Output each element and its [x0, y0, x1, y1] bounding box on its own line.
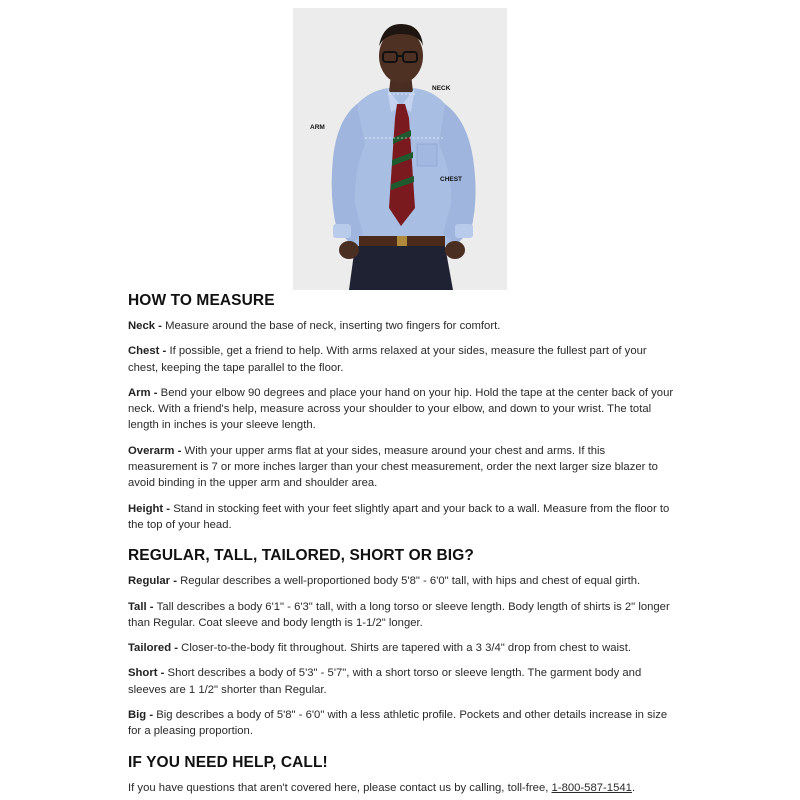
measure-item-overarm: Overarm - With your upper arms flat at your sides, measure around your chest and arms. If this measurement is 7 or more inches larger than your chest measurement, order the next larger size blazer to avoid binding in the upper arm and shoulder area.	[128, 444, 658, 490]
chest-label: CHEST	[440, 176, 463, 183]
man-in-blue-dress-shirt-photo	[293, 8, 507, 290]
fits-heading: REGULAR, TALL, TAILORED, SHORT OR BIG?	[128, 547, 474, 565]
measure-item-neck: Neck - Measure around the base of neck, inserting two fingers for comfort.	[128, 320, 501, 332]
help-heading: IF YOU NEED HELP, CALL!	[128, 753, 328, 771]
fit-item-tailored: Tailored - Closer-to-the-body fit throughout. Shirts are tapered with a 3 3/4" drop from chest to waist.	[128, 642, 631, 655]
measure-item-arm: Arm - Bend your elbow 90 degrees and place your hand on your hip. Hold the tape at the center back of your neck. With a friend's help, measure across your shoulder to your elbow, and down to your wrist. The total length in inches is your sleeve length.	[128, 386, 674, 432]
fit-item-tall: Tall - Tall describes a body 6'1" - 6'3" tall, with a long torso or sleeve length. Body length of shirts is 2" longer than Regular. Coat sleeve and body length is 1-1/2" longer.	[128, 600, 670, 629]
neck-label: NECK	[432, 85, 451, 92]
how-to-measure-section	[128, 318, 676, 533]
phone-number-link[interactable]: 1-800-587-1541	[551, 781, 632, 794]
fits-section	[128, 573, 676, 739]
fit-item-short: Short - Short describes a body of 5'3" - 5'7", with a short torso or sleeve length. The garment body and sleeves are 1 1/2" shorter than Regular.	[128, 667, 642, 696]
how-to-measure-heading: HOW TO MEASURE	[128, 292, 275, 309]
size-guide-content	[128, 290, 676, 796]
measure-item-height: Height - Stand in stocking feet with your feet slightly apart and your back to a wall. Measure from the floor to the top of your head.	[128, 502, 670, 531]
help-text: If you have questions that aren't covered here, please contact us by calling, toll-free, 1-800-587-1541.	[128, 781, 636, 794]
measure-item-chest: Chest - If possible, get a friend to help. With arms relaxed at your sides, measure the fullest part of your chest, keeping the tape parallel to the floor.	[128, 345, 647, 374]
fit-item-big: Big - Big describes a body of 5'8" - 6'0" with a less athletic profile. Pockets and other details increase in size for a pleasing proportion.	[128, 709, 668, 738]
fit-item-regular: Regular - Regular describes a well-proportioned body 5'8" - 6'0" tall, with hips and chest of equal girth.	[128, 575, 641, 588]
arm-label: ARM	[310, 124, 325, 131]
